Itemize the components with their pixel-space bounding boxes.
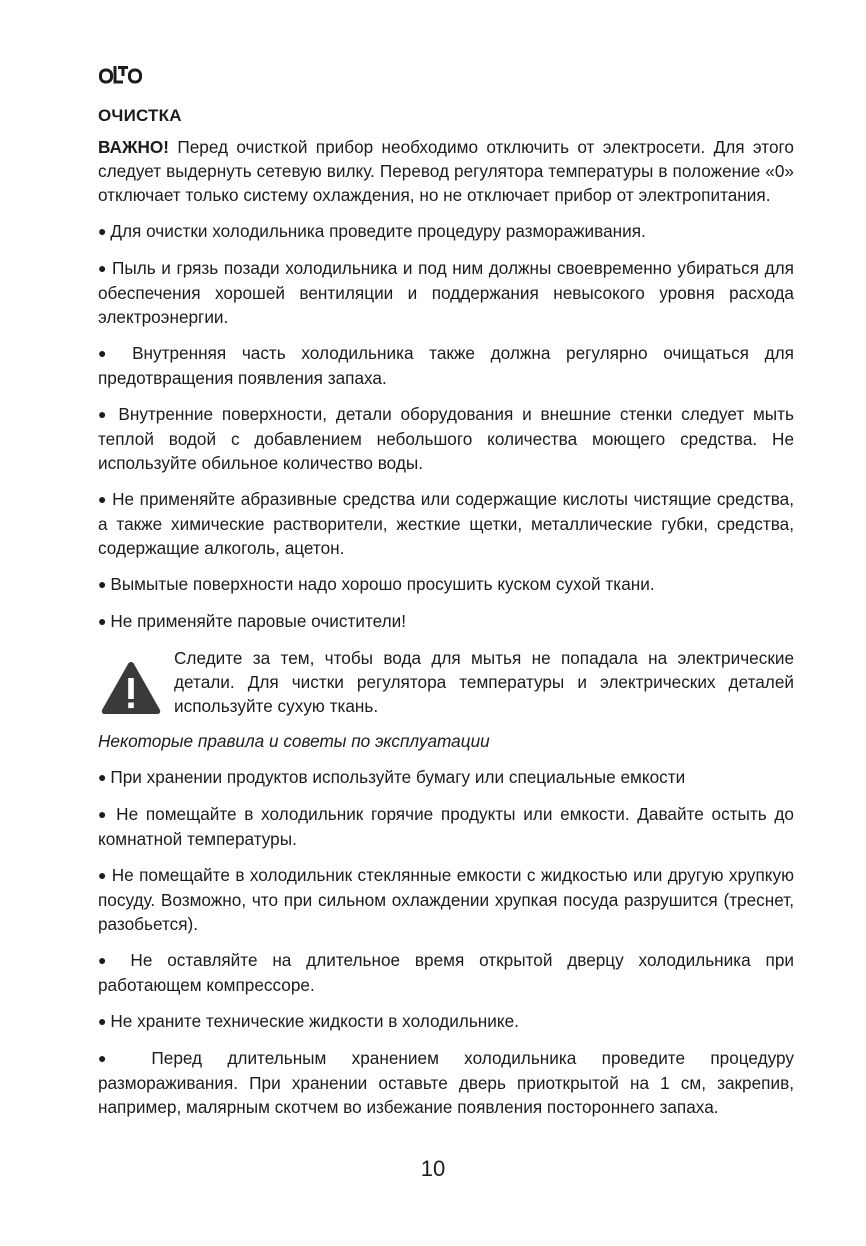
page-number: 10 [420, 1156, 446, 1181]
cleaning-item: ● Пыль и грязь позади холодильника и под ним должны своевременно убираться для обеспечения хорошей вентиляции и поддержания невысокого уровня расхода электроэнергии. [98, 256, 794, 329]
manual-page [98, 62, 794, 1131]
important-note [98, 135, 794, 207]
cleaning-item: ● Не применяйте абразивные средства или содержащие кислоты чистящие средства, а также химические растворители, жесткие щетки, металлические губки, средства, содержащие алкоголь, ацетон. [98, 487, 794, 560]
cleaning-item: ● Вымытые поверхности надо хорошо просушить куском сухой ткани. [98, 572, 794, 597]
cleaning-item: ● Внутренняя часть холодильника также должна регулярно очищаться для предотвращения появления запаха. [98, 341, 794, 390]
tip-item: ● При хранении продуктов используйте бумагу или специальные емкости [98, 765, 794, 790]
warning-block [98, 646, 794, 718]
tip-item: ● Не оставляйте на длительное время открытой дверцу холодильника при работающем компрессоре. [98, 948, 794, 997]
tip-item: ● Не помещайте в холодильник горячие продукты или емкости. Давайте остыть до комнатной температуры. [98, 802, 794, 851]
tips-title: Некоторые правила и советы по эксплуатации [98, 731, 490, 751]
important-text: Перед очисткой прибор необходимо отключить от электросети. Для этого следует выдернуть сетевую вилку. Перевод регулятора температуры в положение «0» отключает только систему охлаждения, но не отключает прибор от электропитания. [98, 137, 794, 205]
warning-text: Следите за тем, чтобы вода для мытья не попадала на электрические детали. Для чистки регулятора температуры и электрических деталей используйте сухую ткань. [174, 648, 794, 716]
olto-logo [99, 62, 143, 86]
warning-triangle-icon [100, 660, 162, 716]
cleaning-item: ● Не применяйте паровые очистители! [98, 609, 794, 634]
tip-item: ● Не храните технические жидкости в холодильнике. [98, 1009, 794, 1034]
cleaning-item: ● Внутренние поверхности, детали оборудования и внешние стенки следует мыть теплой водой с добавлением небольшого количества моющего средства. Не используйте обильное количество воды. [98, 402, 794, 475]
tip-item: ● Перед длительным хранением холодильника проведите процедуру размораживания. При хранении оставьте дверь приоткрытой на 1 см, закрепив, например, малярным скотчем во избежание появления постороннего запаха. [98, 1046, 794, 1119]
important-label: ВАЖНО! [98, 137, 170, 157]
section-title: ОЧИСТКА [98, 106, 182, 125]
tip-item: ● Не помещайте в холодильник стеклянные емкости с жидкостью или другую хрупкую посуду. Возможно, что при сильном охлаждении хрупкая посуда разрушится (треснет, разобьется). [98, 863, 794, 936]
cleaning-item: ● Для очистки холодильника проведите процедуру размораживания. [98, 219, 794, 244]
